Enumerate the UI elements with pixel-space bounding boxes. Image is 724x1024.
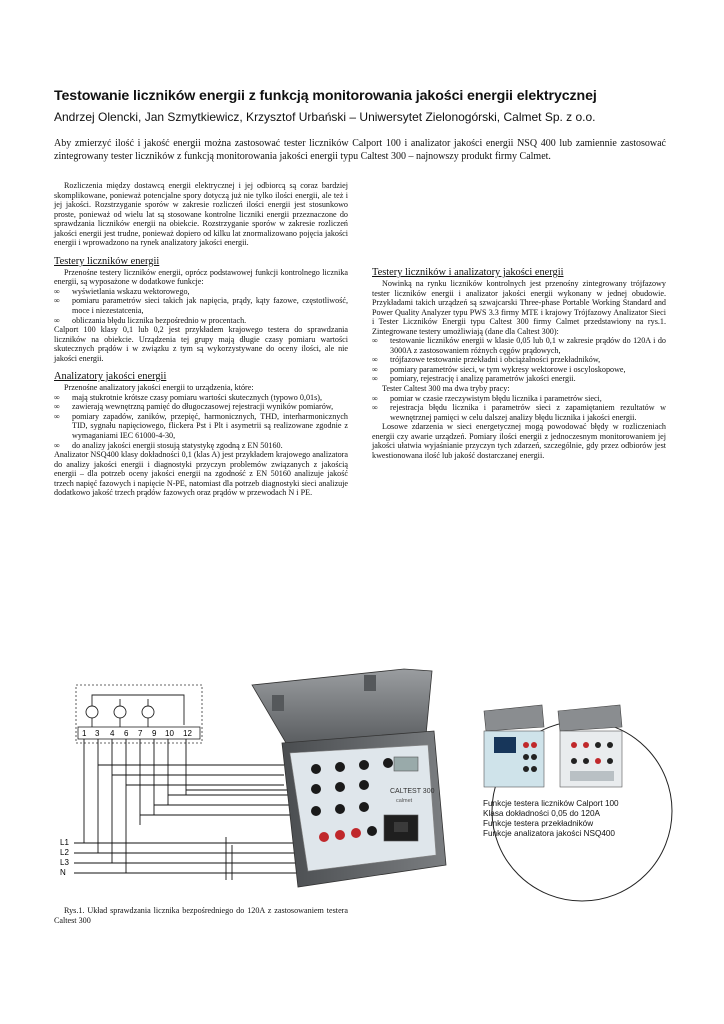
terminal-label: 4	[110, 729, 115, 738]
calport-device	[484, 705, 544, 787]
device-brand-label: calmet	[396, 798, 413, 804]
line-labels	[60, 838, 69, 877]
bullet-symbol: ∞	[54, 315, 60, 325]
bullet-symbol: ∞	[372, 403, 378, 413]
bullet-symbol: ∞	[372, 336, 378, 346]
heading-testers-and-analyzers: Testery liczników i analizatory jakości energii	[372, 267, 564, 278]
heading-meter-testers: Testery liczników energii	[54, 255, 160, 267]
line-label: L2	[60, 848, 69, 857]
bullet-symbol: ∞	[54, 411, 60, 421]
paragraph: Calport 100 klasy 0,1 lub 0,2 jest przykładem krajowego testera do sprawdzania liczników na obiekcie. Urządzenia tej grupy mają długie czasy pomiaru wartości skutecznych prądów i w związku z tym są wykorzystywane do oceny ilości, ale nie jakości energii.	[54, 325, 348, 363]
nsq400-device	[558, 705, 622, 787]
list-item: ∞ pomiaru parametrów sieci takich jak napięcia, prądy, kąty fazowe, częstotliwość, moce i niezestatcenia,	[54, 296, 348, 316]
bullet-symbol: ∞	[372, 364, 378, 374]
figure-wiring-diagram	[54, 665, 679, 903]
list-item: ∞ mają stukrotnie krótsze czasy pomiaru wartości skutecznych (typowo 0,01s),	[54, 392, 322, 402]
list-item: ∞ trójfazowe testowanie przekładni i obciążalności przekładników,	[372, 355, 601, 365]
bullet-symbol: ∞	[54, 286, 60, 296]
intro-paragraph: Rozliczenia między dostawcą energii elektrycznej i jej odbiorcą są coraz bardziej skomplikowane, ponieważ potencjalne spory dotyczą już nie tylko ilości energii, ale też i jej jakości. Rozstrzyganie sporów w zakresie rozliczeń ilości energii jest stosunkowo proste, ponieważ od wielu lat są stosowane kontrolne liczniki energii przeznaczone do sprawdzania liczników energii na obiekcie. Rozstrzyganie sporów w zakresie rozliczeń jakości energii jest trudne, ponieważ dopiero od kilku lat znormalizowano pojęcia jakości energii i wprowadzono na rynek analizatory jakości energii.	[54, 181, 348, 248]
inset-caption	[483, 799, 643, 839]
terminal-label: 7	[138, 729, 143, 738]
terminal-label: 9	[152, 729, 157, 738]
list-item: ∞ wyświetlania wskazu wektorowego,	[54, 286, 190, 296]
paragraph: Analizator NSQ400 klasy dokładności 0,1 (klas A) jest przykładem krajowego analizatora do analizy jakości energii i diagnostyki przyczyn problemów związanych z jakością energii – dla potrzeb oceny jakości energii na zgodność z EN 50160 analizuje jakość trzech napięć fazowych i napięcie N-PE, natomiast dla potrzeb diagnostyki sieci analizuje dodatkowo jakość trzech prądów fazowych oraz prądów w przewodach N i PE.	[54, 450, 348, 498]
terminal-label: 10	[165, 729, 174, 738]
figure-caption: Rys.1. Układ sprawdzania licznika bezpośredniego do 120A z zastosowaniem testera Caltest 300	[54, 906, 348, 925]
list-item: ∞ obliczania błędu licznika bezpośrednio w procentach.	[54, 315, 247, 325]
line-label: N	[60, 868, 66, 877]
paragraph: Przenośne analizatory jakości energii to urządzenia, które:	[64, 383, 254, 393]
inset-line: Funkcje testera liczników Calport 100	[483, 799, 619, 808]
bullet-symbol: ∞	[54, 392, 60, 402]
heading-power-quality-analyzers: Analizatory jakości energii	[54, 371, 167, 383]
list-item: ∞ rejestracja błędu licznika i parametrów sieci z zapamiętaniem rezultatów w wewnętrznej pamięci w celu dalszej analizy błędu licznika i jakości energii.	[372, 403, 666, 422]
left-column	[54, 181, 348, 498]
bullet-symbol: ∞	[372, 355, 378, 365]
bullet-symbol: ∞	[54, 440, 60, 450]
terminal-label: 6	[124, 729, 129, 738]
bullet-symbol: ∞	[54, 296, 60, 306]
line-label: L3	[60, 858, 69, 867]
caltest-device	[252, 669, 446, 887]
inset-line: Funkcje testera przekładników	[483, 819, 594, 828]
line-label: L1	[60, 838, 69, 847]
paragraph: Losowe zdarzenia w sieci energetycznej mogą powodować błędy w rozliczeniach energii czy awarie urządzeń. Pomiary ilości energii z jednoczesnym monitorowaniem jej jakości ułatwia wyjaśnianie przyczyn tych zdarzeń, szczególnie, gdy przez odbiorów jest kwestionowana ilość lub jakość dostarczanej energii.	[372, 422, 666, 460]
list-item: ∞ pomiary, rejestrację i analizę parametrów jakości energii.	[372, 374, 576, 384]
abstract: Aby zmierzyć ilość i jakość energii można zastosować tester liczników Calport 100 i analizator jakości energii NSQ 400 lub zamiennie zastosować zintegrowany tester liczników z funkcją monitorowania jakości energii typu Caltest 300 – najnowszy produkt firmy Calmet.	[54, 138, 666, 162]
right-column	[372, 267, 666, 460]
device-name-label: CALTEST 300	[390, 788, 435, 795]
list-item: ∞ zawierają wewnętrzną pamięć do długoczasowej rejestracji wyników pomiarów,	[54, 402, 334, 412]
terminal-label: 3	[95, 729, 100, 738]
inset-line: Funkcje analizatora jakości NSQ400	[483, 829, 615, 838]
list-item: ∞ do analizy jakości energii stosują statystykę zgodną z EN 50160.	[54, 440, 283, 450]
list-item: ∞ pomiar w czasie rzeczywistym błędu licznika i parametrów sieci,	[372, 393, 602, 403]
paper-title: Testowanie liczników energii z funkcją monitorowania jakości energii elektrycznej	[54, 88, 597, 104]
bullet-symbol: ∞	[372, 374, 378, 384]
paragraph: Przenośne testery liczników energii, oprócz podstawowej funkcji kontrolnego licznika energii, są wyposażone w dodatkowe funkcje:	[54, 267, 348, 287]
list-item: ∞ pomiary zapadów, zaników, przepięć, harmonicznych, THD, interharmonicznych TID, sygnału napięciowego, flickera Pst i Plt i asymetrii są realizowane zgodnie z wymaganiami IEC 61000-4-30,	[54, 411, 348, 441]
paper-authors: Andrzej Olencki, Jan Szmytkiewicz, Krzysztof Urbański – Uniwersytet Zielonogórski, Calmet Sp. z o.o.	[54, 110, 596, 124]
list-item: ∞ pomiary parametrów sieci, w tym wykresy wektorowe i oscyloskopowe,	[372, 364, 626, 374]
bullet-symbol: ∞	[54, 402, 60, 412]
bullet-symbol: ∞	[372, 393, 378, 403]
terminal-label: 1	[82, 729, 87, 738]
paragraph: Tester Caltest 300 ma dwa tryby pracy:	[382, 384, 510, 394]
terminal-label: 12	[183, 729, 192, 738]
list-item: ∞ testowanie liczników energii w klasie 0,05 lub 0,1 w zakresie prądów do 120A i do 3000A z zastosowaniem różnych cęgów prądowych,	[372, 336, 666, 355]
inset-line: Klasa dokładności 0,05 do 120A	[483, 809, 600, 818]
current-coils	[86, 695, 184, 727]
connector-port	[394, 757, 418, 771]
paragraph: Nowinką na rynku liczników kontrolnych jest przenośny zintegrowany trójfazowy tester liczników energii i analizator jakości energii wykonany w jednej obudowie. Przykładami takich urządzeń są szwajcarski Three-phase Portable Working Standard and Power Quality Analyzer typu PWS 3.3 firmy MTE i krajowy Trójfazowy Analizator Sieci i Tester Liczników Energii typu Caltest 300 firmy Calmet przedstawiony na rys.1. Zintegrowane testery umożliwiają (dane dla Caltest 300):	[372, 279, 666, 336]
